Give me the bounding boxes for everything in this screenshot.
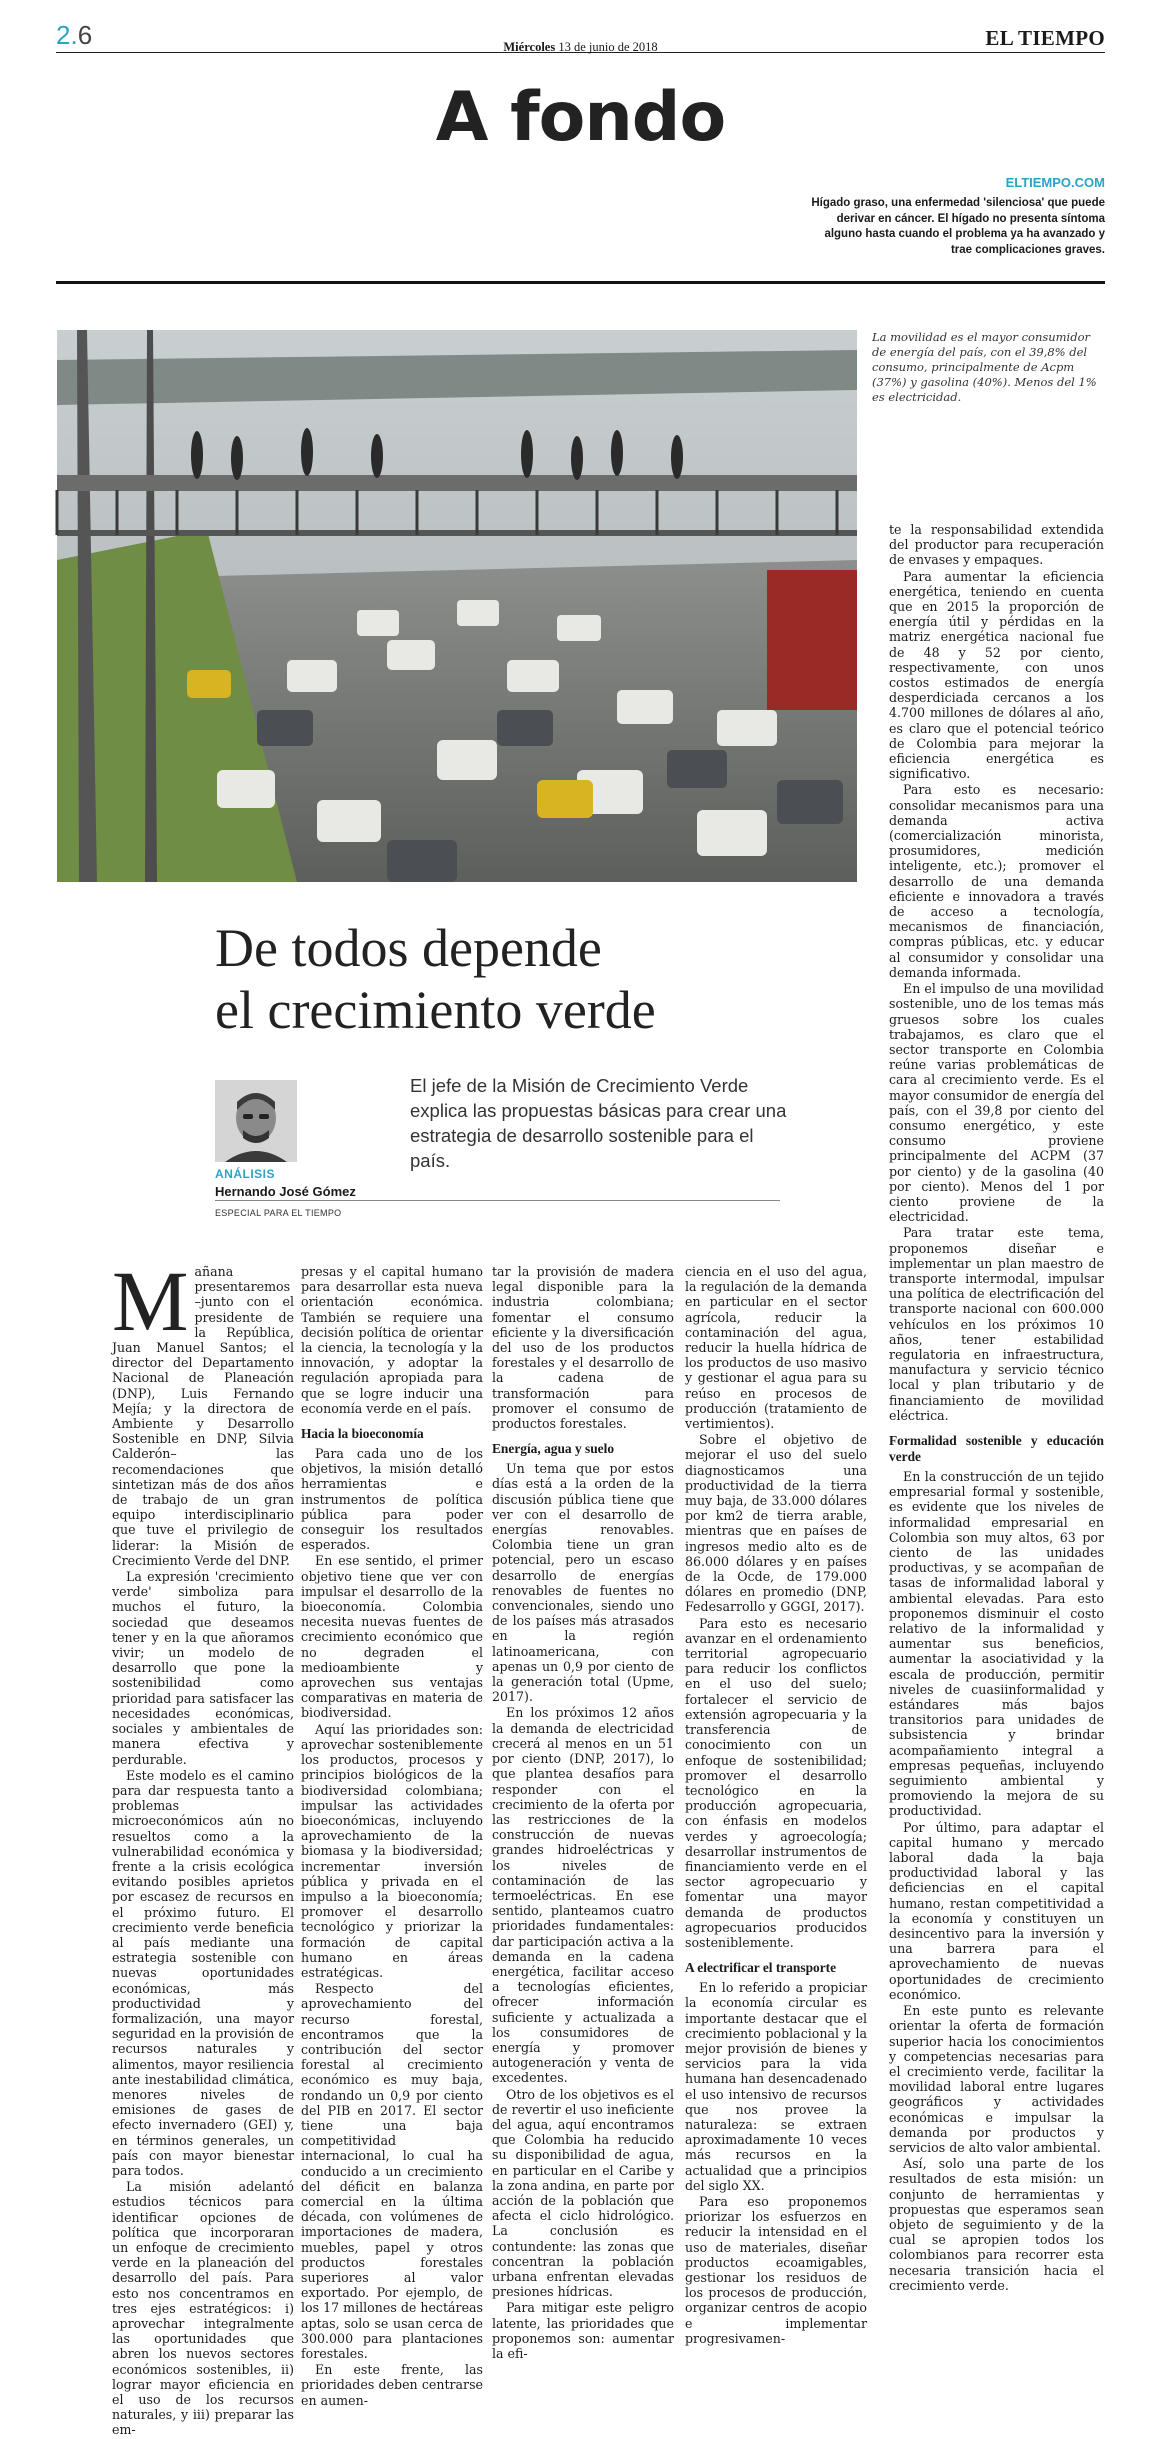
author-portrait <box>215 1080 297 1162</box>
teaser-text[interactable]: Hígado graso, una enfermedad 'silenciosa' que puede derivar en cáncer. El hígado no presenta síntoma alguno hasta cuando el problema ya ha avanzado y trae complicaciones graves. <box>811 197 1105 256</box>
paragraph: Respecto del aprovechamiento del recurso forestal, encontramos que la contribución del sector forestal al crecimiento económico es muy baja, rondando un 0,9 por ciento del PIB en 2017. El sector tiene una baja competitividad internacional, lo cual ha conducido a un crecimiento del déficit en balanza comercial en la última década, con volúmenes de importaciones de madera, muebles, papel y otros productos forestales superiores al valor exportado. Por ejemplo, de los 17 millones de hectáreas aptas, solo se usan cerca de 300.000 para plantaciones forestales. <box>301 1981 483 2362</box>
subheading: Hacia la bioeconomía <box>301 1426 424 1442</box>
article-column-4 <box>685 1264 867 2347</box>
section-title: A fondo <box>435 78 726 157</box>
author-avatar <box>215 1080 297 1162</box>
brand-logo: EL TIEMPO <box>985 26 1105 50</box>
traffic-photo-illustration <box>57 330 857 882</box>
paragraph: Por último, para adaptar el capital humano y mercado laboral dada la baja productividad laboral y las deficiencias en el capital humano, restan competitividad a la economía y constituyen un desincentivo para la inversión y una barrera para el aprovechamiento de nuevas oportunidades de crecimiento económico. <box>889 1819 1104 2002</box>
page-number-suffix: 6 <box>77 20 93 50</box>
paragraph: En este punto es relevante orientar la oferta de formación superior hacia los conocimientos y competencias necesarias para el crecimiento verde, facilitar la movilidad laboral entre lugares geográficos y actividades económicas e impulsar la demanda por productos y servicios de alto valor ambiental. <box>889 2003 1104 2155</box>
article-column-1 <box>112 1253 294 2439</box>
paragraph: La expresión 'crecimiento verde' simboliza para muchos el futuro, la sociedad que deseamos tener y en la que añoramos vivir; un modelo de desarrollo que pone la sostenibilidad como prioridad para satisfacer las necesidades económicas, sociales y ambientales de manera efectiva y perdurable. <box>112 1569 294 1767</box>
headline-line-2: el crecimiento verde <box>215 980 656 1040</box>
paragraph: te la responsabilidad extendida del productor para recuperación de envases y empaques. <box>889 522 1104 568</box>
paragraph <box>112 1253 294 1568</box>
subheading: Energía, agua y suelo <box>492 1441 615 1457</box>
article-headline <box>215 917 835 1041</box>
traffic-photo <box>57 330 857 882</box>
paragraph: En ese sentido, el primer objetivo tiene que ver con impulsar el desarrollo de la bioeconomía. Colombia necesita nuevas fuentes de crecimiento económico que no degraden el medioambiente y aprovechen sus ventajas comparativas en materia de biodiversidad. <box>301 1553 483 1721</box>
paragraph-text: añana presentaremos –junto con el presidente de la República, Juan Manuel Santos; el director del Departamento Nacional de Planeación (DNP), Luis Fernando Mejía; y la directora de Ambiente y Desarrollo Sostenible en DNP, Silvia Calderón– las recomendaciones que sintetizan más de dos años de trabajo de un gran equipo interdisciplinario que tuve el privilegio de liderar: la Misión de Crecimiento Verde del DNP. <box>112 1264 294 1568</box>
headline-line-1: De todos depende <box>215 918 602 978</box>
byline-rule <box>215 1200 780 1201</box>
teaser-source[interactable]: ELTIEMPO.COM <box>1005 175 1105 190</box>
header-rule <box>56 52 1105 53</box>
drop-cap: M <box>112 1253 189 1349</box>
article-column-5 <box>889 522 1104 2294</box>
page-number-prefix: 2. <box>56 20 78 50</box>
subheading: A electrificar el transporte <box>685 1960 837 1976</box>
paragraph: En el impulso de una movilidad sostenible, uno de los temas más gruesos sobre los cuales trabajamos, es claro que el sector transporte en Colombia reúne varias problemáticas de cara al crecimiento verde. Es el mayor consumidor de energía del país, con el 39,8 por ciento del consumo energético, y este consumo proviene principalmente del ACPM (37 por ciento) y de la gasolina (40 por ciento). Menos del 1 por ciento proviene de la electricidad. <box>889 981 1104 1225</box>
paragraph: La misión adelantó estudios técnicos para identificar opciones de política que incorporaran un enfoque de crecimiento verde en la planeación del desarrollo del país. Para esto nos concentramos en tres ejes estratégicos: i) aprovechar integralmente las oportunidades que abren los nuevos sectores económicos sostenibles, ii) lograr mayor eficiencia en el uso de los recursos naturales, y iii) preparar las em- <box>112 2179 294 2438</box>
paragraph: Así, solo una parte de los resultados de esta misión: un conjunto de herramientas y propuestas que esperamos sean objeto de seguimiento y de la cual se apropien todos los colombianos para recorrer esta necesaria transición hacia el crecimiento verde. <box>889 2156 1104 2293</box>
section-rule <box>56 281 1105 284</box>
date-weekday: Miércoles <box>503 40 556 54</box>
paragraph: Para eso proponemos priorizar los esfuerzos en reducir la intensidad en el uso de materiales, diseñar productos ecoamigables, gestionar los residuos de los procesos de producción, organizar centros de acopio e implementar progresivamen- <box>685 2193 867 2346</box>
paragraph: Un tema que por estos días está a la orden de la discusión pública tiene que ver con el desarrollo de energías renovables. Colombia tiene un gran potencial, pero un escaso desarrollo de energías renovables de fuentes no convencionales, siendo uno de los países más atrasados en la región latinoamericana, con apenas un 0,9 por ciento de la generación total (Upme, 2017). <box>492 1461 674 1705</box>
paragraph: En los próximos 12 años la demanda de electricidad crecerá al menos en un 51 por ciento (DNP, 2017), lo que plantea desafíos para responder con el crecimiento de la oferta por las restricciones de la construcción de nuevas grandes hidroeléctricas y los niveles de contaminación de las termoeléctricas. En ese sentido, planteamos cuatro prioridades fundamentales: dar participación activa a la demanda en la cadena energética, facilitar acceso a tecnologías eficientes, ofrecer información suficiente y actualizada a los consumidores de energía y promover autogeneración y venta de excedentes. <box>492 1705 674 2086</box>
paragraph: tar la provisión de madera legal disponible para la industria colombiana; fomentar el consumo eficiente y la diversificación del uso de los productos forestales y el desarrollo de la cadena de transformación para promover el consumo de productos forestales. <box>492 1264 674 1432</box>
paragraph: Este modelo es el camino para dar respuesta tanto a problemas microeconómicos aún no resueltos como a la vulnerabilidad económica y frente a la crisis ecológica evitando posibles aprietos por escasez de recursos en el próximo futuro. El crecimiento verde beneficia al país mediante una estrategia sostenible con nuevas oportunidades económicas, más productividad y formalización, una mayor seguridad en la provisión de recursos naturales y alimentos, mayor resiliencia ante inestabilidad climática, menores niveles de emisiones de gases de efecto invernadero (GEI) y, en términos generales, un país con mayor bienestar para todos. <box>112 1767 294 2178</box>
paragraph: Otro de los objetivos es el de revertir el uso ineficiente del agua, aquí encontramos que Colombia ha reducido su disponibilidad de agua, en particular en el Caribe y la zona andina, en parte por acción de la población que afecta el ciclo hidrológico. La conclusión es contundente: las zonas que concentran la población urbana enfrentan elevadas presiones hídricas. <box>492 2086 674 2300</box>
author-role: ESPECIAL PARA EL TIEMPO <box>215 1208 342 1218</box>
article-column-3 <box>492 1264 674 2362</box>
paragraph: Aquí las prioridades son: aprovechar sosteniblemente los productos, procesos y principios biológicos de la biodiversidad colombiana; impulsar las actividades bioeconómicas, incluyendo aprovechamiento de la biomasa y la biodiversidad; incrementar inversión pública y privada en el impulso a la bioeconomía; promover el desarrollo tecnológico y priorizar la formación de capital humano en áreas estratégicas. <box>301 1721 483 1980</box>
paragraph: presas y el capital humano para desarrollar esta nueva orientación económica. También se requiere una decisión política de orientar la ciencia, la tecnología y la innovación, y adoptar la regulación apropiada para que se logre inducir una economía verde en el país. <box>301 1264 483 1416</box>
paragraph: Sobre el objetivo de mejorar el uso del suelo diagnosticamos una productividad de la tierra muy baja, de 33.000 dólares por km2 de tierra arable, mientras que en países de ingresos medio alto es de 86.000 dólares y en países de la Ocde, de 179.000 dólares en promedio (DNP, Fedesarrollo y GGGI, 2017). <box>685 1432 867 1615</box>
photo-caption: La movilidad es el mayor consumidor de energía del país, con el 39,8% del consumo, principalmente de Acpm (37%) y gasolina (40%). Menos del 1% es electricidad. <box>872 330 1097 404</box>
paragraph: Para tratar este tema, proponemos diseñar e implementar un plan maestro de transporte intermodal, impulsar una política de electrificación del transporte nacional con 600.000 vehículos en los próximos 10 años, tener estabilidad regulatoria en infraestructura, manufactura y servicio técnico local y plan tributario y de financiamiento de movilidad eléctrica. <box>889 1225 1104 1423</box>
paragraph: Para esto es necesario: consolidar mecanismos para una demanda activa (comercialización minorista, prosumidores, medición inteligente, etc.); promover el desarrollo de una demanda eficiente e innovadora a través de acceso a tecnología, mecanismos de financiación, compras públicas, etc. y educar al consumidor y consolidar una demanda informada. <box>889 782 1104 980</box>
paragraph: En lo referido a propiciar la economía circular es importante destacar que el crecimiento poblacional y la mejor provisión de bienes y servicios para la vida humana han desencadenado el uso intensivo de recursos que nos provee la naturaleza: se extraen aproximadamente 10 veces más recursos en la actualidad que a principios del siglo XX. <box>685 1980 867 2193</box>
paragraph: En la construcción de un tejido empresarial formal y sostenible, es evidente que los niveles de informalidad empresarial en Colombia son muy altos, 63 por ciento de las unidades productivas, y se acompañan de tasas de informalidad laboral y ambiental elevadas. Para esto proponemos disminuir el costo relativo de la informalidad y aumentar sus beneficios, aumentar la asociatividad y la escala de producción, permitir niveles de cuasiinformalidad y estándares más bajos transitorios para unidades de subsistencia y brindar acompañamiento integral a empresas pequeñas, incluyendo seguimiento ambiental y promoviendo la mejora de su productividad. <box>889 1468 1104 1819</box>
paragraph: En este frente, las prioridades deben centrarse en aumen- <box>301 2362 483 2408</box>
paragraph: Para esto es necesario avanzar en el ordenamiento territorial agropecuario para reducir los conflictos en el uso del suelo; fortalecer el servicio de extensión agropecuaria y la transferencia de conocimiento con un enfoque de sostenibilidad; promover el desarrollo tecnológico en la producción agropecuaria, con énfasis en modelos verdes y agroecología; desarrollar instrumentos de financiamiento verde en el sector agropecuario y fomentar una mayor demanda de productos agropecuarios producidos sosteniblemente. <box>685 1615 867 1950</box>
paragraph: ciencia en el uso del agua, la regulación de la demanda en particular en el sector agrícola, reducir la contaminación del agua, reducir la huella hídrica de los productos de uso masivo y gestionar el agua para su reúso en procesos de producción (tratamiento de vertimientos). <box>685 1264 867 1432</box>
article-column-2 <box>301 1264 483 2409</box>
author-name: Hernando José Gómez <box>215 1184 356 1199</box>
paragraph: Para cada uno de los objetivos, la misión detalló herramientas e instrumentos de política pública para poder conseguir los resultados esperados. <box>301 1446 483 1553</box>
article-lede: El jefe de la Misión de Crecimiento Verde explica las propuestas básicas para crear una estrategia de desarrollo sostenible para el país. <box>410 1075 787 1171</box>
subheading: Formalidad sostenible y educación verde <box>889 1432 1104 1464</box>
paragraph: Para mitigar este peligro latente, las prioridades que proponemos son: aumentar la efi- <box>492 2300 674 2362</box>
date-text: 13 de junio de 2018 <box>558 40 658 54</box>
paragraph: Para aumentar la eficiencia energética, teniendo en cuenta que en 2015 la proporción de energía útil y pérdidas en la matriz energética nacional fue de 48 y 52 por ciento, respectivamente, con unos costos estimados de energía desperdiciada cercanos a los 4.700 millones de dólares al año, es claro que el potencial teórico de Colombia para mejorar la eficiencia energética es significativo. <box>889 568 1104 782</box>
article-kicker: ANÁLISIS <box>215 1167 276 1181</box>
